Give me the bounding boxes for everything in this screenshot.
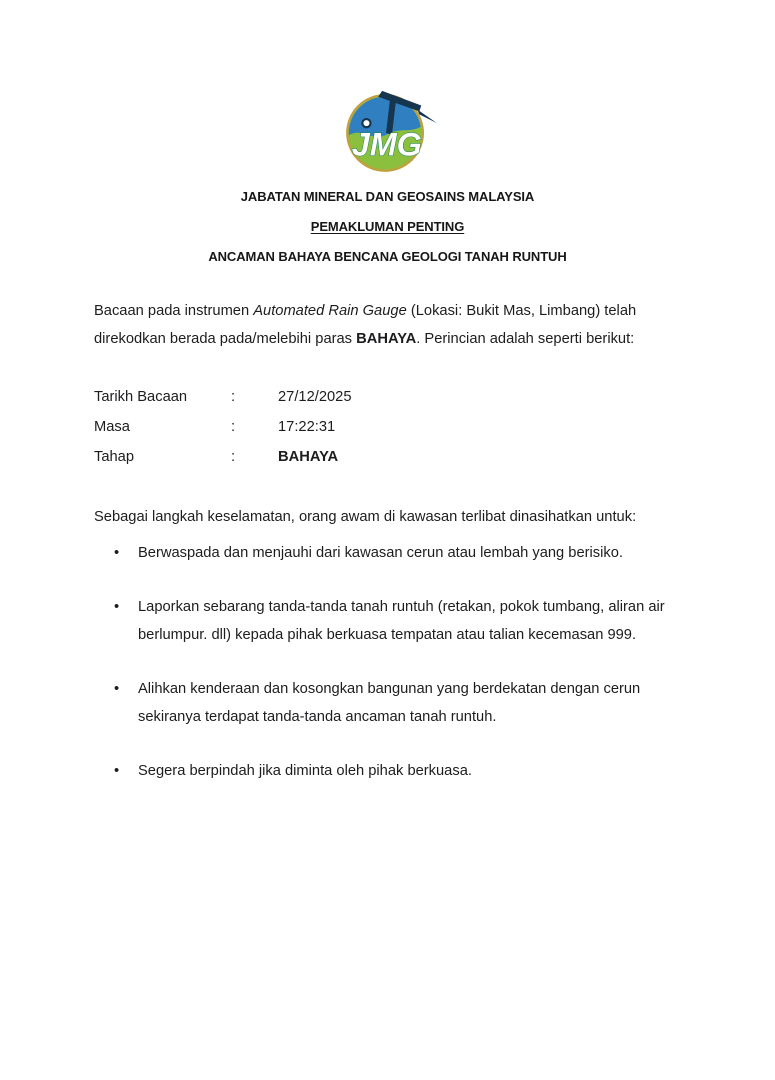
jmg-logo-icon xyxy=(333,84,443,176)
advisory-item-text: Segera berpindah jika diminta oleh pihak berkuasa. xyxy=(138,763,472,779)
advisory-item-text: Alihkan kenderaan dan kosongkan bangunan yang berdekatan dengan cerun sekiranya terdapat tanda-tanda ancaman tanah runtuh. xyxy=(138,681,641,725)
detail-separator: : xyxy=(231,449,236,465)
detail-value-date: 27/12/2025 xyxy=(278,389,352,405)
detail-value-level: BAHAYA xyxy=(278,449,339,465)
detail-row-masa xyxy=(94,412,681,442)
advisory-lead: Sebagai langkah keselamatan, orang awam di kawasan terlibat dinasihatkan untuk: xyxy=(94,509,637,525)
advisory-item xyxy=(94,675,681,731)
detail-separator: : xyxy=(231,419,236,435)
detail-row-tarikh xyxy=(94,382,681,412)
logo-letters: JMG xyxy=(351,126,422,163)
intro-text-after: . Perincian adalah seperti berikut: xyxy=(416,330,635,347)
advisory-item-text: Laporkan sebarang tanda-tanda tanah runtuh (retakan, pokok tumbang, aliran air berlumpur. dll) kepada pihak berkuasa tempatan atau talian kecemasan 999. xyxy=(138,599,665,643)
advisory-item xyxy=(94,593,681,649)
advisory-item-text: Berwaspada dan menjauhi dari kawasan cerun atau lembah yang berisiko. xyxy=(138,545,623,561)
level-emphasis: BAHAYA xyxy=(356,330,417,347)
reading-details xyxy=(94,382,681,472)
bullet-icon: • xyxy=(114,763,120,779)
detail-value-time: 17:22:31 xyxy=(278,419,336,435)
detail-label: Masa xyxy=(94,419,130,435)
bullet-icon: • xyxy=(114,681,120,697)
detail-label: Tarikh Bacaan xyxy=(94,389,188,405)
intro-text-before: Bacaan pada instrumen xyxy=(94,303,250,319)
detail-separator: : xyxy=(231,389,236,405)
org-name-heading: JABATAN MINERAL DAN GEOSAINS MALAYSIA xyxy=(240,189,535,204)
detail-label: Tahap xyxy=(94,449,135,465)
intro-text-middle: (Lokasi: Bukit Mas, Limbang) telah direkodkan berada pada/melebihi paras xyxy=(94,303,637,347)
detail-row-tahap xyxy=(94,442,681,472)
subject-heading: ANCAMAN BAHAYA BENCANA GEOLOGI TANAH RUNTUH xyxy=(208,249,567,264)
advisory-item xyxy=(94,757,681,785)
logo-container xyxy=(0,0,775,176)
document-body xyxy=(94,189,681,785)
advisory-item xyxy=(94,539,681,567)
advisory-list xyxy=(94,539,681,785)
instrument-name: Automated Rain Gauge xyxy=(253,303,407,319)
bullet-icon: • xyxy=(114,545,120,561)
notice-title-heading: PEMAKLUMAN PENTING xyxy=(310,219,465,234)
intro-paragraph xyxy=(94,298,681,353)
bullet-icon: • xyxy=(114,599,120,615)
